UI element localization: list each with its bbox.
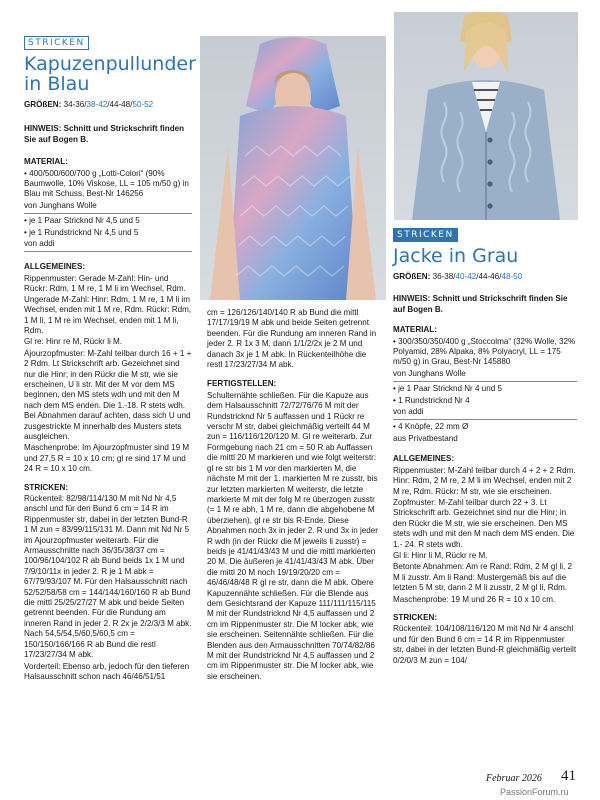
paragraph: Rippenmuster: Gerade M-Zahl: Hin- und Rückr: Rdm, 1 M re, 1 M li im Wechsel, Rdm. Ungerade M-Zahl: Hinr: Rdm, 1 M re, 1 M li im Wechsel, enden mit 1 M re, Rdm. Rückr: Rdm, 1 M li, 1 M re im Wechsel, enden mit 1 M li, Rdm. — [24, 273, 192, 335]
material-heading: MATERIAL: — [393, 325, 437, 335]
paragraph: Gl li: Hinr li M, Rückr re M. — [393, 550, 488, 560]
section-tag: STRICKEN — [24, 36, 89, 50]
stricken-heading: STRICKEN: — [24, 482, 69, 492]
paragraph: Maschenprobe: 19 M und 26 R = 10 x 10 cm. — [393, 594, 556, 604]
column-right — [393, 228, 577, 666]
allgemeines-heading: ALLGEMEINES: — [393, 454, 455, 464]
pattern-title: Jacke in Grau — [393, 245, 519, 267]
paragraph: Ajourzopfmuster: M-Zahl teilbar durch 16 + 1 + 2 Rdm. Lt Strickschrift arb. Gezeichnet sind nur die Hinr; in den Rückr die M str, wie sie erscheinen, U li str. Mit der M vor dem MS beginnen, den MS stets wdh und mit den M nach dem MS enden. Die 1.-18. R stets wdh. Bei Abnahmen darauf achten, dass sich U und zusgestrickte M innerhalb des Musters stets ausgleichen. — [24, 348, 192, 441]
material-source: von Junghans Wolle — [393, 368, 466, 378]
column-middle — [207, 307, 383, 682]
material-source: von addi — [393, 407, 424, 417]
footer-month: Februar 2026 — [486, 773, 542, 784]
paragraph: Rippenmuster: M-Zahl teilbar durch 4 + 2 + 2 Rdm. Hinr: Rdm, 2 M re, 2 M li im Wechsel, enden mit 2 M re, Rdm. Rückr: M str, wie sie erscheinen. — [393, 465, 576, 496]
material-item: • je 1 Paar Stricknd Nr 4,5 und 5 — [24, 216, 140, 226]
divider — [393, 419, 577, 420]
fertigstellen-heading: FERTIGSTELLEN: — [207, 379, 277, 389]
hinweis: HINWEIS: Schnitt und Strickschrift finden Sie auf Bogen B. — [24, 124, 185, 144]
hooded-vest-photo — [200, 36, 386, 300]
sizes-line: GRÖßEN: 36-38/40-42/44-46/48-50 — [393, 272, 523, 281]
page-number: 41 — [561, 768, 576, 784]
material-item: • 1 Rundstricknd Nr 4 — [393, 395, 470, 405]
paragraph: Zopfmuster: M-Zahl teilbar durch 22 + 3. Lt Strickschrift arb. Gezeichnet sind nur die Hinr; in den Rückr die M str, wie sie erscheinen. Den MS stets wdh und mit den M nach dem MS enden. Die 1.- 24. R stets wdh. — [393, 497, 575, 549]
material-source: aus Privatbestand — [393, 433, 458, 443]
hinweis: HINWEIS: Schnitt und Strickschrift finden Sie auf Bogen B. — [393, 294, 568, 314]
divider — [24, 213, 192, 214]
paragraph: Gl re: Hinr re M, Rückr li M. — [24, 337, 123, 347]
material-item: • je 1 Paar Stricknd Nr 4 und 5 — [393, 384, 503, 394]
section-tag: STRICKEN — [393, 228, 458, 242]
grey-jacket-photo — [394, 12, 578, 220]
sizes-line: GRÖßEN: 34-36/38-42/44-48/50-52 — [24, 100, 154, 109]
paragraph: Schulternähte schließen. Für die Kapuze aus dem Halsausschnitt 72/72/76/76 M mit der Rundstricknd Nr 5 auffassen und 1 Rückr re verschr M str, dabei gleichmäßig verteilt 44 M zun = 116/116/120/120 M. Gl re weiterarb. Zur Formgebung nach 21 cm = 50 R ab Auffassen die mittl 20 M markieren und wie folgt weiterstr: gl re str bis 1 M vor den markierten M, die nächste M mit der 1. markierten M re zusstr, bis zur letzten markierten M weiterstr, die letzte markierte M mit der folg M re überzogen zusstr (= 1 M re abh, 1 M re, dann die abgehobene M überziehen), gl re str bis R-Ende. Diese Abnahmen noch 3x in jeder 2. R und 3x in jeder R wdh (in der Rückr die M jeweils li zusstr) = beids je 41/41/43/43 M und die mittl markierten 20 M. Die äußeren je 41/41/43/43 M abk. Über die mittl 20 M noch 19/19/20/20 cm = 46/46/48/48 R gl re str, dann die M abk. Obere Kapuzennähte schließen. Für die Blende aus dem Gesichtsrand der Kapuze 111/111/115/115 M mit der Rundstricknd Nr 4,5 auffassen und 2 cm im Rippenmuster str. Die M locker abk, wie sie erscheinen. Seitennähte schließen. Für die Blenden aus den Armausschnitten 70/74/82/86 M mit der Rundstricknd Nr 4,5 auffassen und 2 cm im Rippenmuster str. Die M locker abk, wie sie erscheinen. — [207, 390, 378, 681]
allgemeines-heading: ALLGEMEINES: — [24, 262, 86, 272]
column-left — [24, 36, 196, 682]
material-source: von addi — [24, 239, 55, 249]
paragraph: Vorderteil: Ebenso arb, jedoch für den tieferen Halsausschnitt schon nach 46/46/51/51 — [24, 661, 190, 681]
paragraph: Rückenteil: 82/98/114/130 M mit Nd Nr 4,5 anschl und für den Bund 6 cm = 14 R im Rippenmuster str, dabei in der letzten Bund-R 1 M zun = 83/99/115/131 M. Dann mit Nd Nr 5 im Ajourzopfmuster weiterarb. Für die Armausschnitte nach 36/35/38/37 cm = 100/96/104/102 R ab Bund beids 1x 1 M und 7/9/10/11x in jeder 2. R je 1 M abk = 67/79/93/107 M. Für den Halsausschnitt nach 52/52/58/58 cm = 144/144/160/160 R ab Bund die mittl 25/25/27/27 M abk und beide Seiten getrennt beenden. Für die Rundung am inneren Rand in jeder 2. R 2x je 2/2/3/3 M abk. Nach 54,5/54,5/60,5/60,5 cm = 150/150/166/166 R ab Bund die restl 17/23/27/34 M abk. — [24, 494, 192, 660]
paragraph: cm = 126/126/140/140 R ab Bund die mittl 17/17/19/19 M abk und beide Seiten getrennt beenden. Für die Rundung am inneren Rand in jeder 2. R 1x 3 M, dann 1/1/2/2x je 2 M und danach 3x je 1 M abk. In Rückenteilhöhe die restl 17/23/27/34 M abk. — [207, 308, 377, 370]
paragraph: Betonte Abnahmen: Am re Rand: Rdm, 2 M gl li, 2 M li zusstr. Am li Rand: Mustergemäß bis auf die letzten 5 M str, dann 2 M li zusstr, 2 M gl li, Rdm. — [393, 562, 573, 593]
stricken-heading: STRICKEN: — [393, 612, 438, 622]
divider — [393, 381, 577, 382]
material-source: von Junghans Wolle — [24, 200, 97, 210]
paragraph: Rückenteil: 104/108/116/120 M mit Nd Nr 4 anschl und für den Bund 6 cm = 14 R im Rippenmuster str, dabei in der letzten Bund-R gleichmäßig verteilt 0/2/0/3 M zun = 104/ — [393, 624, 577, 665]
material-heading: MATERIAL: — [24, 157, 68, 167]
hooded-vest-illustration — [200, 36, 386, 300]
material-item: • 4 Knöpfe, 22 mm Ø — [393, 422, 469, 432]
watermark: PassionForum.ru — [500, 787, 569, 797]
divider — [24, 251, 192, 252]
material-item: • 300/350/350/400 g „Stoccolma“ (32% Wolle, 32% Polyamid, 28% Alpaka, 8% Polyacryl, LL = 175 m/50 g) in Grau, Best-Nr 145880 — [393, 336, 576, 367]
material-item: • je 1 Rundstricknd Nr 4,5 und 5 — [24, 227, 139, 237]
pattern-title: Kapuzenpullunder in Blau — [24, 53, 196, 95]
grey-jacket-illustration — [394, 12, 578, 220]
material-item: • 400/500/600/700 g „Lotti-Colori“ (90% Baumwolle, 10% Viskose, LL = 105 m/50 g) in Blau mit Schuss, Best-Nr 146256 — [24, 168, 189, 199]
paragraph: Maschenprobe: Im Ajourzopfmuster sind 19 M und 27,5 R = 10 x 10 cm; gl re sind 17 M und 24 R = 10 x 10 cm. — [24, 443, 190, 474]
